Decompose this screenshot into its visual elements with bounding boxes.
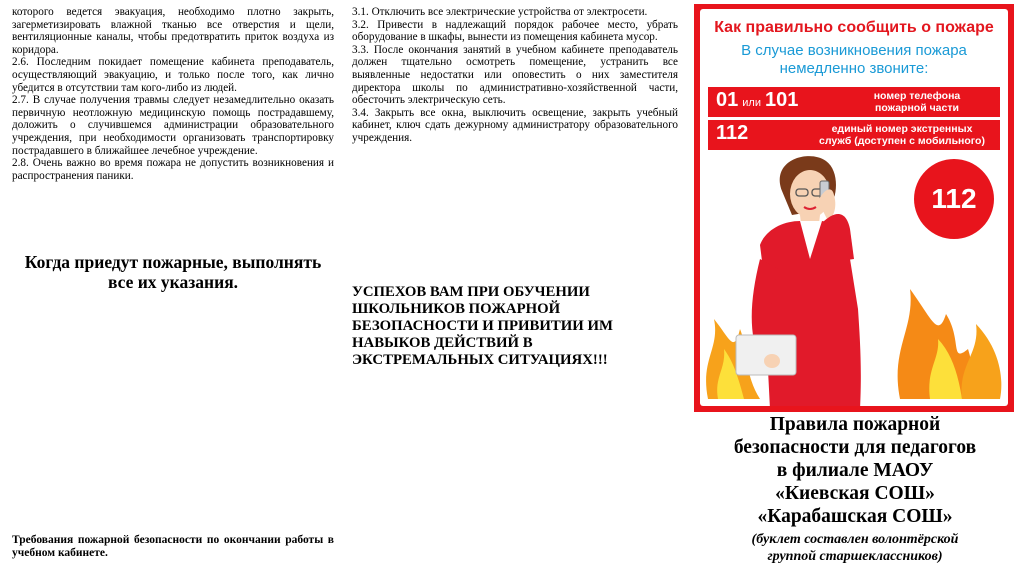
poster-subtitle: В случае возникновения пожара немедленно звоните: — [741, 42, 967, 77]
column-1 — [12, 0, 334, 559]
paragraph: 3.3. После окончания занятий в учебном кабинете преподаватель должен тщательно осмотреть помещение, устранить все выявленные недостатки или оповестить о них заместителя директора школы по административно-хозяйственной части, обесточить электрическую сеть. — [352, 43, 678, 107]
paragraph: 2.6. Последним покидает помещение кабинета преподаватель, осуществляющий эвакуацию, и только после того, как лично убедится в отсутствии там кого-либо из людей. — [12, 56, 334, 94]
emergency-112-badge: 112 — [914, 159, 994, 239]
number-101: 101 — [764, 89, 799, 111]
paragraph: 3.4. Закрыть все окна, выключить освещение, закрыть учебный кабинет, ключ сдать дежурному администратору образовательного учреждения. — [352, 106, 678, 144]
paragraph: 2.8. Очень важно во время пожара не допустить возникновения и распространения паники. — [12, 157, 334, 182]
firefighters-heading: Когда приедут пожарные, выполнять все их указания. — [24, 252, 322, 292]
poster-body — [700, 9, 1008, 406]
phone-numbers — [716, 89, 798, 112]
number-112: 112 — [716, 122, 749, 144]
phone-strip-fire — [708, 87, 1000, 117]
paragraph: которого ведется эвакуация, необходимо плотно закрыть, загерметизировать влажной тканью все отверстия и щели, вентиляционные каналы, чтобы предотвратить приток воздуха из коридора. — [12, 6, 334, 56]
fire-poster — [694, 4, 1014, 412]
column-2 — [352, 0, 678, 368]
paragraph: 3.1. Отключить все электрические устройства от электросети. — [352, 6, 648, 18]
phone-strip-emergency — [708, 120, 1000, 150]
poster-title: Как правильно сообщить о пожаре — [714, 19, 994, 36]
woman-figure — [736, 156, 861, 406]
paragraph: 2.7. В случае получения травмы следует незамедлительно оказать первичную неотложную медицинскую помощь пострадавшему, доложить о случившемся администрации образовательного учреждения, при необходимости организовать транспортировку пострадавшего в ближайшее лечебное учреждение. — [12, 94, 334, 157]
fire-station-label: номер телефона пожарной части — [873, 90, 961, 114]
booklet-title: Правила пожарной безопасности для педагогов в филиале МАОУ «Киевская СОШ» «Карабашская СОШ» — [733, 414, 977, 527]
section-heading: Требования пожарной безопасности по окончании работы в учебном кабинете. — [12, 534, 334, 559]
emergency-label: единый номер экстренных служб (доступен с мобильного) — [819, 123, 985, 147]
booklet-credit: (буклет составлен волонтёрской группой старшеклассников) — [751, 532, 959, 564]
paragraph: 3.2. Привести в надлежащий порядок рабочее место, убрать оборудование в шкафы, вынести из помещения кабинета мусор. — [352, 18, 678, 44]
column-3 — [690, 0, 1020, 576]
success-message: УСПЕХОВ ВАМ ПРИ ОБУЧЕНИИ ШКОЛЬНИКОВ ПОЖАРНОЙ БЕЗОПАСНОСТИ И ПРИВИТИИ ИМ НАВЫКОВ ДЕЙСТВИЙ В ЭКСТРЕМАЛЬНЫХ СИТУАЦИЯХ!!! — [352, 284, 613, 368]
number-01: 01 — [716, 89, 739, 111]
or-label: или — [742, 97, 761, 109]
